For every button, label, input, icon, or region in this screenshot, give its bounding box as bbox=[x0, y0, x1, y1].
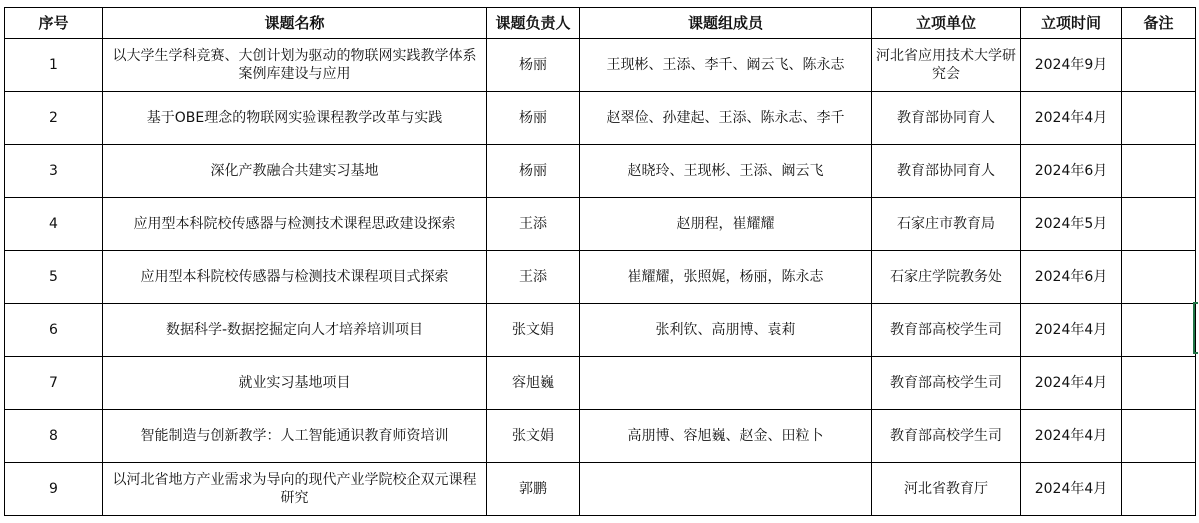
cell-leader[interactable]: 郭鹏 bbox=[487, 463, 580, 516]
cell-leader[interactable]: 杨丽 bbox=[487, 39, 580, 92]
cell-title[interactable]: 应用型本科院校传感器与检测技术课程项目式探索 bbox=[103, 251, 487, 304]
table-row bbox=[5, 304, 1196, 357]
cell-unit[interactable]: 河北省教育厅 bbox=[872, 463, 1021, 516]
cell-leader[interactable]: 杨丽 bbox=[487, 145, 580, 198]
cell-title[interactable]: 基于OBE理念的物联网实验课程教学改革与实践 bbox=[103, 92, 487, 145]
cell-leader[interactable]: 王添 bbox=[487, 251, 580, 304]
cell-date[interactable]: 2024年4月 bbox=[1021, 304, 1122, 357]
cell-no[interactable]: 8 bbox=[5, 410, 103, 463]
cell-title[interactable]: 深化产教融合共建实习基地 bbox=[103, 145, 487, 198]
project-table bbox=[4, 7, 1196, 516]
cell-no[interactable]: 1 bbox=[5, 39, 103, 92]
cell-members[interactable]: 崔耀耀，张照娓，杨丽，陈永志 bbox=[580, 251, 872, 304]
cell-unit[interactable]: 石家庄市教育局 bbox=[872, 198, 1021, 251]
cell-no[interactable]: 2 bbox=[5, 92, 103, 145]
cell-members[interactable]: 赵晓玲、王现彬、王添、阚云飞 bbox=[580, 145, 872, 198]
table-row bbox=[5, 145, 1196, 198]
cell-leader[interactable]: 张文娟 bbox=[487, 410, 580, 463]
cell-leader[interactable]: 容旭巍 bbox=[487, 357, 580, 410]
cell-date[interactable]: 2024年9月 bbox=[1021, 39, 1122, 92]
cell-unit[interactable]: 教育部高校学生司 bbox=[872, 410, 1021, 463]
cell-unit[interactable]: 教育部高校学生司 bbox=[872, 304, 1021, 357]
cell-unit[interactable]: 河北省应用技术大学研究会 bbox=[872, 39, 1021, 92]
cell-note[interactable] bbox=[1122, 92, 1196, 145]
cell-title[interactable]: 就业实习基地项目 bbox=[103, 357, 487, 410]
table-row bbox=[5, 92, 1196, 145]
table-row bbox=[5, 39, 1196, 92]
table-row bbox=[5, 463, 1196, 516]
cell-no[interactable]: 5 bbox=[5, 251, 103, 304]
cell-date[interactable]: 2024年6月 bbox=[1021, 251, 1122, 304]
cell-members[interactable] bbox=[580, 463, 872, 516]
header-cell-leader[interactable]: 课题负责人 bbox=[487, 8, 580, 39]
cell-title[interactable]: 智能制造与创新教学：人工智能通识教育师资培训 bbox=[103, 410, 487, 463]
cell-note[interactable] bbox=[1122, 304, 1196, 357]
table-row bbox=[5, 198, 1196, 251]
cell-leader[interactable]: 张文娟 bbox=[487, 304, 580, 357]
header-cell-members[interactable]: 课题组成员 bbox=[580, 8, 872, 39]
cell-unit[interactable]: 教育部协同育人 bbox=[872, 145, 1021, 198]
cell-title[interactable]: 数据科学-数据挖掘定向人才培养培训项目 bbox=[103, 304, 487, 357]
cell-members[interactable]: 赵朋程，崔耀耀 bbox=[580, 198, 872, 251]
table-body bbox=[5, 39, 1196, 516]
cell-note[interactable] bbox=[1122, 463, 1196, 516]
header-cell-note[interactable]: 备注 bbox=[1122, 8, 1196, 39]
cell-note[interactable] bbox=[1122, 198, 1196, 251]
cell-title[interactable]: 以河北省地方产业需求为导向的现代产业学院校企双元课程研究 bbox=[103, 463, 487, 516]
cell-note[interactable] bbox=[1122, 39, 1196, 92]
cell-members[interactable]: 高朋博、容旭巍、赵金、田粒卜 bbox=[580, 410, 872, 463]
cell-date[interactable]: 2024年6月 bbox=[1021, 145, 1122, 198]
cell-date[interactable]: 2024年4月 bbox=[1021, 410, 1122, 463]
cell-members[interactable]: 王现彬、王添、李千、阚云飞、陈永志 bbox=[580, 39, 872, 92]
cell-no[interactable]: 4 bbox=[5, 198, 103, 251]
table-row bbox=[5, 357, 1196, 410]
cell-unit[interactable]: 石家庄学院教务处 bbox=[872, 251, 1021, 304]
header-cell-unit[interactable]: 立项单位 bbox=[872, 8, 1021, 39]
cell-no[interactable]: 9 bbox=[5, 463, 103, 516]
header-cell-no[interactable]: 序号 bbox=[5, 8, 103, 39]
cell-selection-marker bbox=[1193, 302, 1198, 354]
cell-members[interactable]: 赵翠俭、孙建起、王添、陈永志、李千 bbox=[580, 92, 872, 145]
cell-no[interactable]: 6 bbox=[5, 304, 103, 357]
cell-note[interactable] bbox=[1122, 251, 1196, 304]
cell-members[interactable]: 张利钦、高朋博、袁莉 bbox=[580, 304, 872, 357]
cell-date[interactable]: 2024年4月 bbox=[1021, 463, 1122, 516]
cell-note[interactable] bbox=[1122, 357, 1196, 410]
header-cell-title[interactable]: 课题名称 bbox=[103, 8, 487, 39]
cell-leader[interactable]: 杨丽 bbox=[487, 92, 580, 145]
cell-no[interactable]: 3 bbox=[5, 145, 103, 198]
cell-note[interactable] bbox=[1122, 145, 1196, 198]
cell-title[interactable]: 以大学生学科竞赛、大创计划为驱动的物联网实践教学体系案例库建设与应用 bbox=[103, 39, 487, 92]
table-row bbox=[5, 251, 1196, 304]
cell-date[interactable]: 2024年5月 bbox=[1021, 198, 1122, 251]
cell-leader[interactable]: 王添 bbox=[487, 198, 580, 251]
cell-no[interactable]: 7 bbox=[5, 357, 103, 410]
cell-unit[interactable]: 教育部高校学生司 bbox=[872, 357, 1021, 410]
cell-unit[interactable]: 教育部协同育人 bbox=[872, 92, 1021, 145]
header-row bbox=[5, 8, 1196, 39]
table-row bbox=[5, 410, 1196, 463]
header-cell-date[interactable]: 立项时间 bbox=[1021, 8, 1122, 39]
cell-title[interactable]: 应用型本科院校传感器与检测技术课程思政建设探索 bbox=[103, 198, 487, 251]
cell-date[interactable]: 2024年4月 bbox=[1021, 92, 1122, 145]
cell-note[interactable] bbox=[1122, 410, 1196, 463]
cell-members[interactable] bbox=[580, 357, 872, 410]
cell-date[interactable]: 2024年4月 bbox=[1021, 357, 1122, 410]
